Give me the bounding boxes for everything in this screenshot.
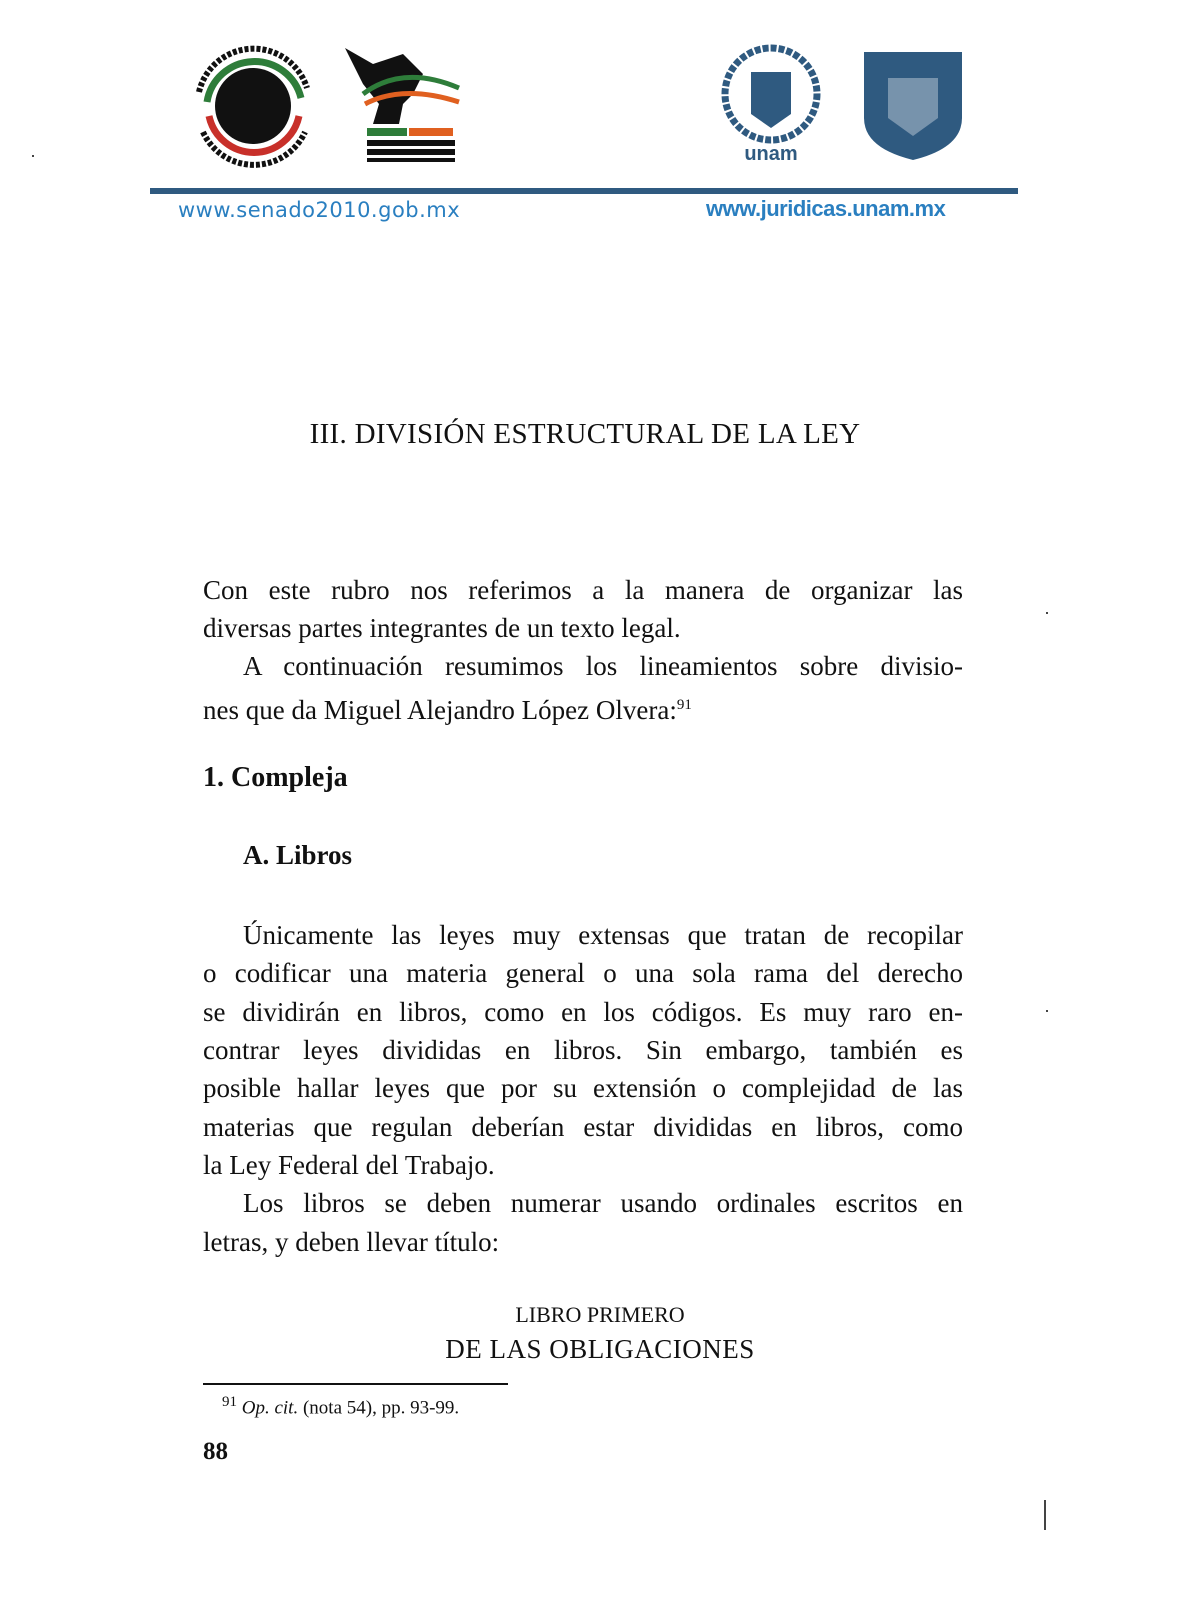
unam-shield-logo	[858, 48, 968, 162]
footnote-text: (nota 54), pp. 93-99.	[298, 1397, 460, 1419]
paragraph-line: Únicamente las leyes muy extensas que tratan de recopilar	[243, 920, 963, 950]
example-book-title: DE LAS OBLIGACIONES	[445, 1334, 755, 1364]
juridicas-link[interactable]: www.juridicas.unam.mx	[706, 196, 946, 221]
paragraph-line: la Ley Federal del Trabajo.	[203, 1150, 495, 1180]
bicentenario-logo	[343, 44, 463, 166]
paragraph-line: diversas partes integrantes de un texto legal.	[203, 613, 681, 643]
unam-juridicas-logo	[717, 44, 825, 162]
paragraph-line: Con este rubro nos referimos a la manera de organizar las	[203, 575, 963, 605]
paragraph-line	[203, 688, 963, 727]
senado-logo	[193, 42, 317, 168]
scan-speck	[1046, 612, 1048, 614]
paragraph-line: se dividirán en libros, como en los códigos. Es muy raro en-	[203, 997, 963, 1027]
footnote-italic: Op. cit.	[241, 1397, 299, 1419]
paragraph-line: posible hallar leyes que por su extensión o complejidad de las	[203, 1073, 963, 1103]
paragraph-text: nes que da Miguel Alejandro López Olvera:	[203, 695, 677, 725]
paragraph-line: o codificar una materia general o una sola rama del derecho	[203, 958, 963, 988]
svg-text:unam: unam	[744, 143, 798, 162]
subsection-heading: A. Libros	[243, 840, 353, 870]
chapter-title: III. DIVISIÓN ESTRUCTURAL DE LA LEY	[309, 418, 861, 450]
scan-speck	[32, 155, 34, 157]
header-rule	[150, 188, 1018, 194]
paragraph-line: contrar leyes divididas en libros. Sin embargo, también es	[203, 1035, 963, 1065]
senado-link[interactable]: www.senado2010.gob.mx	[178, 198, 461, 222]
section-heading: 1. Compleja	[203, 762, 348, 793]
footnote-reference[interactable]: 91	[676, 697, 692, 713]
scan-speck	[1046, 1010, 1048, 1012]
paragraph-line: Los libros se deben numerar usando ordinales escritos en	[243, 1188, 963, 1218]
paragraph-line: A continuación resumimos los lineamientos sobre divisio-	[243, 651, 963, 681]
page-number: 88	[203, 1438, 228, 1465]
scan-speck	[1044, 1500, 1046, 1530]
example-book-number: LIBRO PRIMERO	[515, 1302, 685, 1327]
paragraph-line: materias que regulan deberían estar divididas en libros, como	[203, 1112, 963, 1142]
footnote-rule	[203, 1383, 508, 1385]
paragraph-line: letras, y deben llevar título:	[203, 1227, 500, 1257]
footnote-number: 91	[222, 1394, 237, 1410]
footnote	[222, 1394, 459, 1419]
